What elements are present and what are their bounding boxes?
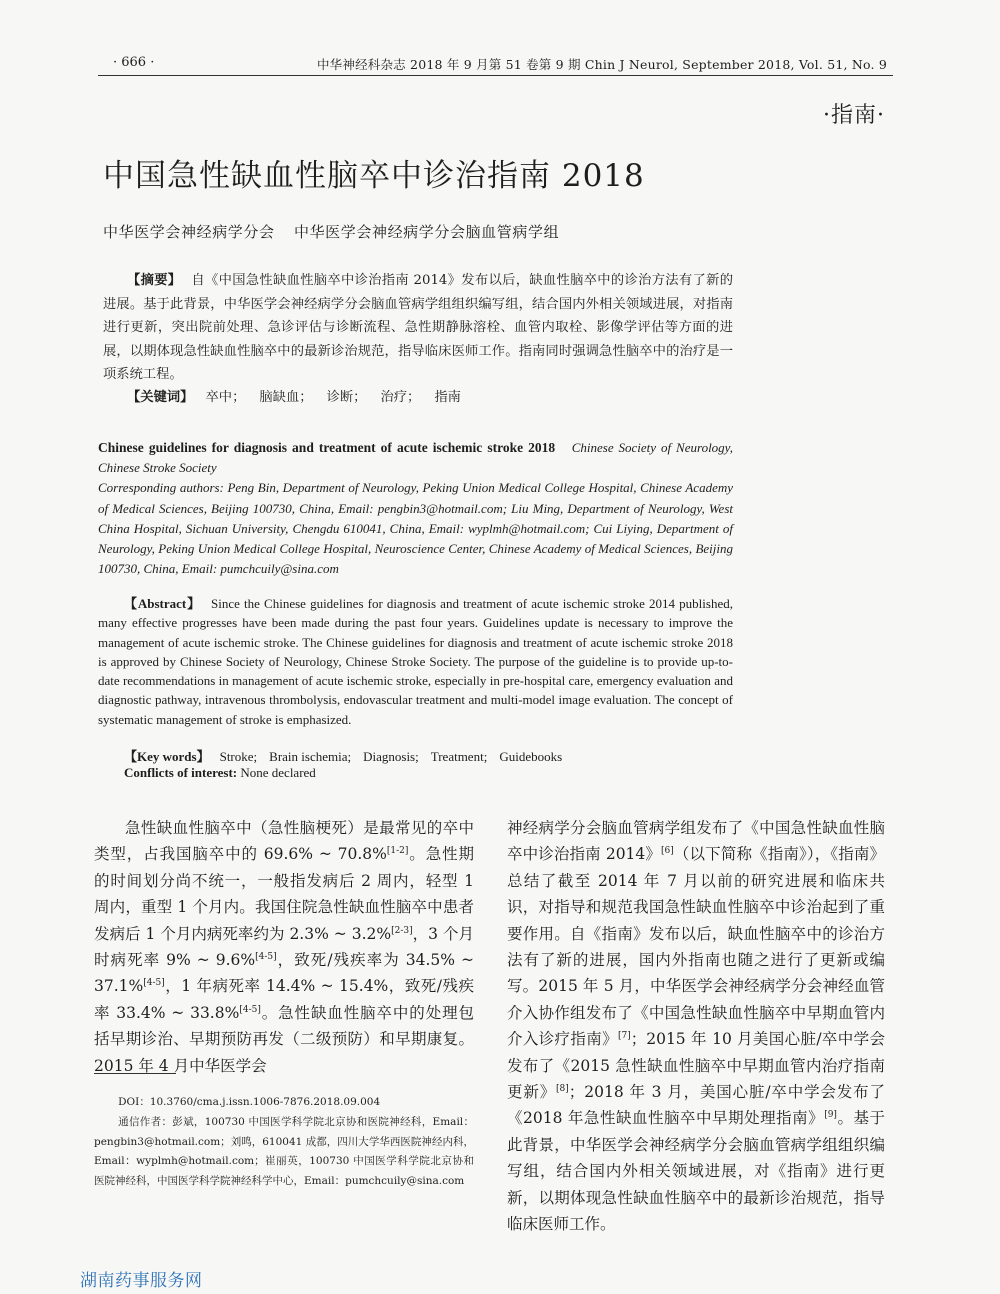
- body-column-right: [507, 815, 885, 1238]
- watermark: 湖南药事服务网: [80, 1271, 203, 1291]
- body-text: ，3 个月时病死率 9% ~ 9.6%: [94, 924, 474, 970]
- keyword-en: Brain ischemia;: [269, 749, 352, 764]
- abstract-cn: [103, 269, 733, 387]
- keywords-cn: [103, 386, 475, 405]
- keyword-cn: 指南: [434, 390, 461, 405]
- body-text: 神经病学分会脑血管病学组发布了《中国急性缺血性脑卒中诊治指南 2014》: [507, 819, 885, 864]
- keyword-en: Diagnosis;: [363, 749, 419, 764]
- body-text: ；2018 年 3 月，美国心脏/卒中学会发布了《2018 年急性缺血性脑卒中早期处理指南》: [507, 1083, 885, 1128]
- keyword-cn: 诊断；: [326, 390, 367, 405]
- body-column-left: [94, 815, 474, 1079]
- english-keywords: [98, 746, 574, 765]
- body-text: 。基于此背景，中华医学会神经病学分会脑血管病学组组织编写组，结合国内外相关领域进展，对《指南》进行更新，以期体现急性缺血性脑卒中的最新诊治规范，指导临床医师工作。: [507, 1109, 885, 1234]
- keyword-en: Guidebooks: [499, 749, 563, 764]
- citation: [2-3]: [391, 925, 413, 936]
- footnotes: [94, 1093, 474, 1192]
- english-abstract: [98, 594, 733, 729]
- citation: [8]: [556, 1084, 569, 1095]
- coi-label: Conflicts of interest:: [124, 765, 238, 780]
- citation: [7]: [617, 1031, 631, 1042]
- citation: [9]: [824, 1110, 837, 1121]
- body-text: ，致死/残疾率为 34.5% ~ 37.1%: [94, 951, 474, 996]
- keywords-cn-label: 【关键词】: [127, 390, 194, 405]
- header-rule: [98, 75, 893, 76]
- english-title: Chinese guidelines for diagnosis and treatment of acute ischemic stroke 2018: [98, 440, 556, 455]
- body-text: 急性缺血性脑卒中（急性脑梗死）是最常见的卒中类型，占我国脑卒中的 69.6% ~ 70.8%: [94, 819, 474, 864]
- footnote-rule: [94, 1073, 176, 1074]
- article-title: 中国急性缺血性脑卒中诊治指南 2018: [103, 158, 645, 194]
- english-keywords-label: 【Key words】: [124, 749, 210, 764]
- body-paragraph: [507, 815, 885, 1238]
- body-text: ，1 年病死率 14.4% ~ 15.4%，致死/残疾率 33.4% ~ 33.8%: [94, 977, 474, 1022]
- english-corresponding: Corresponding authors: Peng Bin, Department of Neurology, Peking Union Medical College Hospital, Chinese Academy of Medical Sciences, Beijing 100730, China, Email: pengbin3@hotmail.com; Liu Ming, Department of Neurology, West China Hospital, Sichuan University, Chengdu 610041, China, Email: wyplmh@hotmail.com; Cui Liying, Department of Neurology, Peking Union Medical College Hospital, Neuroscience Center, Chinese Academy of Medical Sciences, Beijing 100730, China, Email: pumchcuily@sina.com: [98, 480, 733, 577]
- keyword-en: Stroke;: [219, 749, 258, 764]
- running-head: 中华神经科杂志 2018 年 9 月第 51 卷第 9 期 Chin J Neurol, September 2018, Vol. 51, No. 9: [316, 57, 887, 72]
- english-abstract-label: 【Abstract】: [124, 596, 202, 611]
- abstract-cn-label: 【摘要】: [127, 273, 182, 288]
- keyword-cn: 脑缺血；: [259, 390, 313, 405]
- english-societies: Chinese Society of Neurology, Chinese Stroke Society: [98, 440, 733, 476]
- corresponding-footnote: 通信作者：彭斌，100730 中国医学科学院北京协和医院神经科，Email：pengbin3@hotmail.com；刘鸣，610041 成都，四川大学华西医院神经内科，Email：wyplmh@hotmail.com；崔丽英，100730 中国医学科学院北京协和医院神经科，中国医学科学院神经科学中心，Email：pumchcuily@sina.com: [94, 1115, 474, 1188]
- page-number: · 666 ·: [113, 55, 155, 70]
- body-paragraph: [94, 815, 474, 1079]
- doi-line: DOI：10.3760/cma.j.issn.1006-7876.2018.09.004: [118, 1096, 381, 1108]
- keyword-cn: 卒中；: [205, 390, 246, 405]
- citation: [1-2]: [386, 846, 409, 857]
- body-text: 。急性缺血性脑卒中的处理包括早期诊治、早期预防再发（二级预防）和早期康复。2015 年 4 月中华医学会: [94, 1003, 474, 1075]
- citation: [4-5]: [239, 1004, 261, 1015]
- section-tag: ·指南·: [823, 103, 885, 128]
- body-text: ；2015 年 10 月美国心脏/卒中学会发布了《2015 急性缺血性脑卒中早期血管内治疗指南更新》: [507, 1030, 885, 1102]
- keyword-en: Treatment;: [430, 749, 488, 764]
- body-text: （以下简称《指南》），《指南》总结了截至 2014 年 7 月以前的研究进展和临床共识，对指导和规范我国急性缺血性脑卒中诊治起到了重要作用。自《指南》发布以后，缺血性脑卒中的诊治方法有了新的进展，国内外指南也随之进行了更新或编写。2015 年 5 月，中华医学会神经病学分会神经血管介入协作组发布了《中国急性缺血性脑卒中早期血管内介入诊疗指南》: [507, 845, 885, 1049]
- citation: [6]: [661, 846, 674, 857]
- keyword-cn: 治疗；: [380, 390, 421, 405]
- citation: [4-5]: [255, 952, 277, 963]
- article-authors: 中华医学会神经病学分会 中华医学会神经病学分会脑血管病学组: [103, 223, 560, 241]
- conflicts-of-interest: [124, 765, 316, 781]
- abstract-cn-text: 自《中国急性缺血性脑卒中诊治指南 2014》发布以后，缺血性脑卒中的诊治方法有了新的进展。基于此背景，中华医学会神经病学分会脑血管病学组组织编写组，结合国内外相关领域进展，对指南进行更新，突出院前处理、急诊评估与诊断流程、急性期静脉溶栓、血管内取栓、影像学评估等方面的进展，以期体现急性缺血性脑卒中的最新诊治规范，指导临床医师工作。指南同时强调急性脑卒中的治疗是一项系统工程。: [103, 273, 733, 382]
- citation: [4-5]: [143, 978, 165, 989]
- coi-text: None declared: [240, 765, 316, 780]
- body-text: 。急性期的时间划分尚不统一，一般指发病后 2 周内，轻型 1 周内，重型 1 个月内。我国住院急性缺血性脑卒中患者发病后 1 个月内病死率约为 2.3% ~ 3.2%: [94, 845, 474, 943]
- english-header: [98, 438, 733, 579]
- english-abstract-text: Since the Chinese guidelines for diagnosis and treatment of acute ischemic stroke 2014 published, many effective progresses have been made during the past four years. Guidelines update is necessary to improve the management of acute ischemic stroke. The Chinese guidelines for diagnosis and treatment of acute ischemic stroke 2018 is approved by Chinese Society of Neurology, Chinese Stroke Society. The purpose of the guideline is to provide up-to-date recommendations in management of acute ischemic stroke, especially in pre-hospital care, emergency evaluation and diagnostic pathway, intravenous thrombolysis, endovascular treatment and multi-model image evaluation. The concept of systematic management of stroke is emphasized.: [98, 596, 733, 727]
